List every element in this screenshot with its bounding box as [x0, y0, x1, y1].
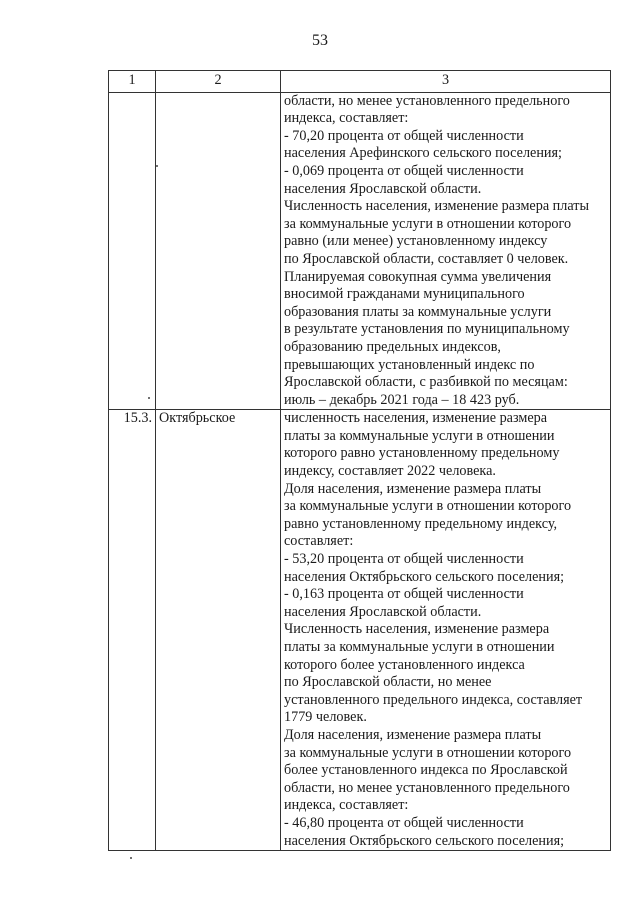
settlement-name [156, 92, 281, 410]
description-cell [281, 92, 611, 410]
text-line: за коммунальные услуги в отношении которого [284, 744, 572, 761]
table-header-row [109, 71, 611, 93]
scan-speck [148, 397, 150, 399]
text-line: превышающих установленный индекс по [284, 356, 535, 373]
row-number: 15.3. [109, 410, 156, 851]
text-line: платы за коммунальные услуги в отношении [284, 427, 555, 444]
text-line: Доля населения, изменение размера платы [284, 480, 542, 497]
text-line: июль – декабрь 2021 года – 18 423 руб. [284, 391, 520, 408]
text-line: населения Октябрьского сельского поселения; [284, 568, 565, 585]
text-line: населения Октябрьского сельского поселения; [284, 832, 565, 849]
text-line: более установленного индекса по Ярославской [284, 762, 568, 779]
scan-speck [130, 857, 132, 859]
text-line: - 46,80 процента от общей численности [284, 814, 524, 831]
text-line: - 0,069 процента от общей численности [284, 162, 524, 179]
text-line: 1779 человек. [284, 709, 367, 726]
text-line: Доля населения, изменение размера платы [284, 726, 542, 743]
text-line: численность населения, изменение размера [284, 410, 548, 427]
text-line: Планируемая совокупная сумма увеличения [284, 268, 552, 285]
text-line: вносимой гражданами муниципального [284, 286, 525, 303]
text-line: за коммунальные услуги в отношении которого [284, 215, 572, 232]
text-line: равно установленному предельному индексу, [284, 515, 558, 532]
page-number: 53 [312, 32, 328, 49]
text-line: населения Ярославской области. [284, 180, 482, 197]
text-line: которого более установленного индекса [284, 656, 525, 673]
text-line: составляет: [284, 533, 354, 550]
text-line: Численность населения, изменение размера [284, 621, 550, 638]
text-line: населения Ярославской области. [284, 603, 482, 620]
text-line: по Ярославской области, но менее [284, 674, 492, 691]
scan-speck [156, 165, 158, 167]
text-line: по Ярославской области, составляет 0 человек. [284, 250, 569, 267]
description-cell [281, 410, 611, 851]
text-line: - 53,20 процента от общей численности [284, 551, 524, 568]
text-line: области, но менее установленного предельного [284, 92, 570, 109]
text-line: области, но менее установленного предельного [284, 779, 570, 796]
text-line: - 70,20 процента от общей численности [284, 127, 524, 144]
document-table [108, 70, 611, 851]
text-line: установленного предельного индекса, составляет [284, 691, 583, 708]
column-header-3: 3 [281, 71, 611, 93]
text-line: индексу, составляет 2022 человека. [284, 463, 496, 480]
text-line: за коммунальные услуги в отношении которого [284, 498, 572, 515]
text-line: равно (или менее) установленному индексу [284, 233, 548, 250]
text-line: индекса, составляет: [284, 797, 409, 814]
table-row [109, 410, 611, 851]
text-line: которого равно установленному предельному [284, 445, 560, 462]
text-line: - 0,163 процента от общей численности [284, 586, 524, 603]
text-line: Численность населения, изменение размера платы [284, 198, 590, 215]
text-line: образования платы за коммунальные услуги [284, 303, 552, 320]
row-number [109, 92, 156, 410]
column-header-2: 2 [156, 71, 281, 93]
column-header-1: 1 [109, 71, 156, 93]
text-line: населения Арефинского сельского поселения; [284, 145, 562, 162]
text-line: Ярославской области, с разбивкой по месяцам: [284, 374, 568, 391]
text-line: индекса, составляет: [284, 110, 409, 127]
table-row [109, 92, 611, 410]
settlement-name: Октябрьское [156, 410, 281, 851]
text-line: образованию предельных индексов, [284, 338, 501, 355]
text-line: платы за коммунальные услуги в отношении [284, 639, 555, 655]
text-line: в результате установления по муниципальному [284, 321, 570, 338]
